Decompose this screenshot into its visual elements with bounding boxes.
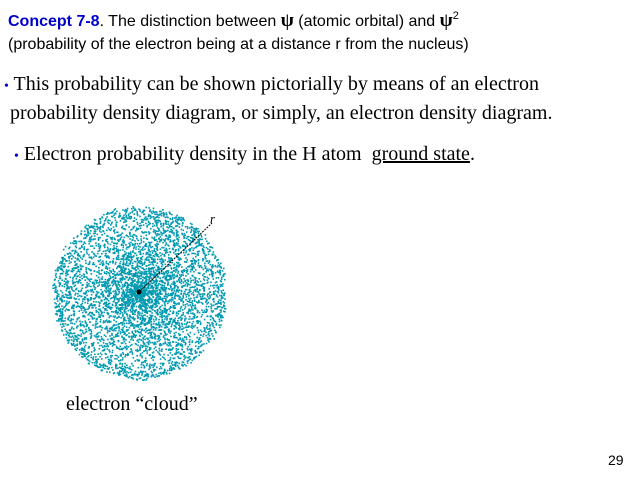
bullet-2-text: Electron probability density in the H atom [23,143,362,165]
bullet-icon: • [4,79,9,94]
superscript-two: 2 [452,10,459,22]
psi-squared-symbol: ψ [439,10,453,31]
slide-title [8,10,459,32]
page-number: 29 [608,452,624,468]
bullet-2-period: . [469,143,475,165]
title-text-1: . The distinction between [99,13,281,30]
psi-symbol: ψ [280,10,294,31]
electron-cloud-diagram [40,190,240,390]
cloud-caption: electron “cloud” [66,393,198,415]
bullet-1-text-a: This probability can be shown pictorially by means of an electron [13,73,539,95]
bullet-1-line-1 [4,73,539,96]
bullet-2 [14,143,475,166]
title-text-2: (atomic orbital) and [293,13,440,30]
radius-label: r [210,211,216,226]
ground-state-underlined: ground state [371,143,470,165]
nucleus-dot [137,290,142,295]
slide-subtitle: (probability of the electron being at a distance r from the nucleus) [8,36,469,53]
bullet-icon: • [14,149,19,164]
bullet-1-line-2: probability density diagram, or simply, an electron density diagram. [10,102,553,124]
concept-label: Concept 7-8 [8,13,100,30]
